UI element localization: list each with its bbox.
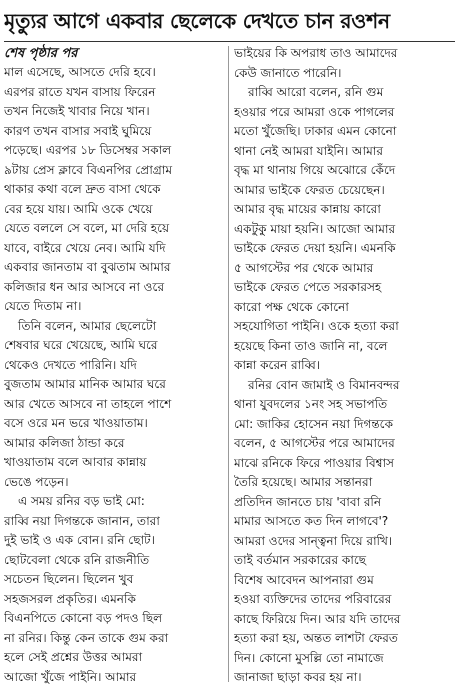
text-line: ভাইকে ফেরত পেতে সরকারসহ xyxy=(234,280,382,294)
text-line: হওয়ার পরে আমরা ওকে পাগলের xyxy=(234,104,395,119)
text-line: ৫ আগস্টের পর থেকে আমার xyxy=(234,260,374,275)
text-line: হওয়া ব্যক্তিদের তাদের পরিবারের xyxy=(234,592,392,606)
text-line: বসে ওরে মন ভরে খাওয়াতাম। xyxy=(4,416,148,430)
text-line: হলে সেই প্রশ্নের উত্তর আমরা xyxy=(4,650,143,664)
text-line: বের হয়ে যায়। আমি ওকে খেয়ে xyxy=(4,201,153,216)
text-line: পড়েছে। এরপর ১৮ ডিসেম্বর সকাল xyxy=(4,143,172,157)
text-line: মামার আসতে কত দিন লাগবে'? xyxy=(234,514,389,528)
text-line: বুজতাম আমার মানিক আমার ঘরে xyxy=(4,377,166,391)
text-line: বিএনপিতে কোনো বড় পদও ছিল xyxy=(4,611,163,625)
text-line: তৈরি হয়েছে। আমার সন্তানরা xyxy=(234,475,373,489)
text-line: কারো পক্ষ থেকে কোনো xyxy=(234,299,349,314)
text-line: আমার ভাইকে ফেরত চেয়েছেন। xyxy=(234,182,385,197)
text-line: ছোটবেলা থেকে রনি রাজনীতি xyxy=(4,552,150,567)
text-line: কাছে ফিরিয়ে দিন। আর যদি তাদের xyxy=(234,611,401,626)
text-line: আমরা ওদের সান্ত্বনা দিয়ে রাখি। xyxy=(234,533,393,548)
left-column xyxy=(4,44,223,684)
text-line: তিনি বলেন, আমার ছেলেটো xyxy=(18,318,157,333)
text-line: বৃদ্ধ মা থানায় গিয়ে অঝোরে কেঁদে xyxy=(234,163,396,177)
text-line: থাকার কথা বলে দ্রুত বাসা থেকে xyxy=(4,182,161,196)
text-line: খাওয়াতাম বলে আবার কান্নায় xyxy=(4,455,147,469)
text-line: বিশেষ আবেদন আপনারা গুম xyxy=(234,572,374,587)
text-line: সহযোগিতা পাইনি। ওকে হত্যা করা xyxy=(234,319,399,333)
text-line: তাই বর্তমান সরকারের কাছে xyxy=(234,553,367,567)
text-line: কলিজার ধন আর আসবে না ওরে xyxy=(4,279,165,294)
text-line: সচেতন ছিলেন। ছিলেন খুব xyxy=(4,572,134,586)
text-line: রনির বোন জামাই ও বিমানবন্দর xyxy=(248,377,400,392)
left-column-text xyxy=(4,63,223,684)
text-line: মাল এসেছে, আসতে দেরি হবে। xyxy=(4,65,156,79)
text-line: এ সময় রনির বড় ভাই মো: xyxy=(18,494,145,508)
text-line: রাব্বি আরো বলেন, রনি গুম xyxy=(248,85,384,99)
right-column xyxy=(234,44,453,684)
text-line: না রনির। কিন্তু কেন তাকে গুম করা xyxy=(4,630,169,645)
text-line: আমার কলিজা ঠান্ডা করে xyxy=(4,435,125,450)
text-line: হয়েছে কিনা তাও জানি না, বলে xyxy=(234,338,388,353)
text-line: মো: জাকির হোসেন নয়া দিগন্তকে xyxy=(234,416,393,431)
text-line: যাবে, বাইরে খেয়ে নেব। আমি যদি xyxy=(4,240,166,255)
text-line: এরপর রাতে যখন বাসায় ফিরেন xyxy=(4,84,156,99)
text-line: মতো খুঁজেছি। ঢাকার এমন কোনো xyxy=(234,124,397,138)
text-line: দিন। কোনো মুসল্লি তো নামাজে xyxy=(234,650,384,665)
text-line: প্রতিদিন জানতে চায় 'বাবা রনি xyxy=(234,494,382,509)
text-line: কান্না করেন রাব্বি। xyxy=(234,358,321,372)
text-line: তখন নিজেই খাবার নিয়ে খান। xyxy=(4,104,150,118)
column-divider xyxy=(228,46,229,682)
text-line: আমার বৃদ্ধ মায়ের কান্নায় কারো xyxy=(234,202,381,216)
headline: মৃত্যুর আগে একবার ছেলেকে দেখতে চান রওশন xyxy=(4,9,390,33)
text-line: ৯টায় প্রেস ক্লাবে বিএনপির প্রোগ্রাম xyxy=(4,162,172,177)
text-line: একবার জানতাম বা বুঝতাম আমার xyxy=(4,260,171,274)
text-line: আজো খুঁজে পাইনি। আমার xyxy=(4,669,137,684)
text-line: রাব্বি নয়া দিগন্তকে জানান, তারা xyxy=(4,513,160,528)
text-line: ভাইয়ের কি অপরাধ তাও আমাদের xyxy=(234,46,398,60)
text-line: সহজসরল প্রকৃতির। এমনকি xyxy=(4,591,136,606)
text-line: ভেঙে পড়েন। xyxy=(4,474,69,489)
text-line: থানা যুবদলের ১নং সহ সভাপতি xyxy=(234,397,388,411)
text-line: আর খেতে আসবে না তাহলে পাশে xyxy=(4,396,172,411)
text-line: হত্যা করা হয়, অন্তত লাশটা ফেরত xyxy=(234,631,398,645)
text-line: জানাজা ছাড়া কবর হয় না। xyxy=(234,670,362,684)
text-line: ভাইকে ফেরত দেয়া হয়নি। এমনকি xyxy=(234,241,396,255)
text-line: কারণ তখন বাসার সবাই ঘুমিয়ে xyxy=(4,123,152,138)
text-line: থানা নেই আমরা যাইনি। আমার xyxy=(234,143,383,158)
text-line: মাঝে রনিকে ফিরে পাওয়ার বিশ্বাস xyxy=(234,455,395,470)
headline-rule xyxy=(4,41,455,42)
text-line: থেকেও দেখতে পারিনি। যদি xyxy=(4,357,137,372)
right-column-text xyxy=(234,44,453,684)
text-line: একটুকু মায়া হয়নি। আজো আমার xyxy=(234,221,396,236)
text-line: যেতে দিতাম না। xyxy=(4,299,82,313)
text-line: শেষবার ঘরে খেয়েছে, আমি ঘরে xyxy=(4,338,158,352)
text-line: কেউ জানাতে পারেনি। xyxy=(234,65,342,80)
text-line: যেতে বললে সে বলে, মা দেরি হয়ে xyxy=(4,221,170,235)
text-line: বলেন, ৫ আগস্টের পরে আমাদের xyxy=(234,436,395,450)
kicker: শেষ পৃষ্ঠার পর xyxy=(4,46,78,61)
text-line: দুই ভাই ও এক বোন। রনি ছোট। xyxy=(4,533,155,547)
